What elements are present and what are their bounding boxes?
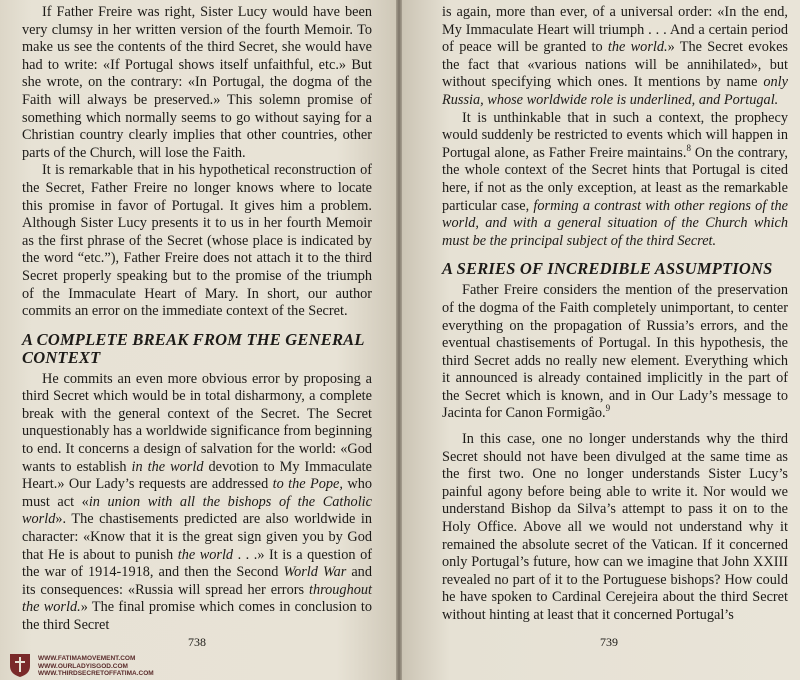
right-paragraph-1: is again, more than ever, of a universal order: «In the end, My Immaculate Heart will triumph . . . And a certain period of peace will be granted to the world.» The Secret evokes the fact that «various nations will be annihilated», but without specifying which ones. It mentions by name only Russia, whose worldwide role is underlined, and Portugal. bbox=[442, 4, 788, 108]
footer-url-1[interactable]: WWW.FATIMAMOVEMENT.COM bbox=[38, 655, 136, 662]
right-paragraph-4: In this case, one no longer understands why the third Secret should not have been divulged at the same time as the first two. One no longer understands Sister Lucy’s painful agony before being able to write it. Nor would we understand Bishop da Silva’s attempt to pass it on to the Holy Office. Above all we would not understand why it remained the absolute secret of the Vatican. If it concerned only Portugal’s future, how can we imagine that John XXIII revealed no part of it to the Portuguese bishops? How could he have spoken to Cardinal Cerejeira about the third Secret without hinting at least that it concerned Portugal’s bbox=[442, 431, 788, 623]
left-paragraph-2: It is remarkable that in his hypothetical reconstruction of the Secret, Father Freire no longer knows where to locate this promise in favor of Portugal. It gives him a problem. Although Sister Lucy presents it to us in her fourth Memoir as the first phrase of the Secret (whose place is indicated by the word “etc.”), Father Freire does not attach it to the third Secret properly speaking but to the promise of the triumph of the Immaculate Heart of Mary. In short, our author commits an error on the immediate context of the Secret. bbox=[22, 162, 372, 320]
footer-url-3[interactable]: WWW.THIRDSECRETOFFATIMA.COM bbox=[38, 670, 154, 678]
left-paragraph-3: He commits an even more obvious error by proposing a third Secret which would be in total disharmony, a complete break with the general context of the Secret. The Secret unquestionably has a worldwide significance from beginning to end. It concerns a design of salvation for the world: «God wants to establish in the world devotion to My Immaculate Heart.» Our Lady’s requests are addressed to the Pope, who must act «in union with all the bishops of the Catholic world». The chastisements predicted are also worldwide in character: «Know that it is the great sign given you by God that He is about to punish the world . . .» It is a question of the war of 1914-1918, and then the Second World War and its consequences: «Russia will spread her errors throughout the world.» The final promise which comes in conclusion to the third Secret bbox=[22, 370, 373, 633]
left-page-number: 738 bbox=[188, 635, 206, 649]
left-page bbox=[0, 0, 396, 680]
right-text-column bbox=[442, 4, 788, 625]
right-page bbox=[402, 0, 800, 680]
left-paragraph-1: If Father Freire was right, Sister Lucy would have been very clumsy in her written version of the fourth Memoir. To make us see the contents of the third Secret, she would have had to write: «If Portugal shows itself unfaithful, etc.» But she wrote, on the contrary: «In Portugal, the dogma of the Faith will always be preserved.» This solemn promise of something which normally seems to go without saying for a Christian country clearly implies that other countries, other parts of the Church, will lose the Faith. bbox=[22, 4, 372, 161]
right-page-number: 739 bbox=[600, 635, 618, 649]
watermark-footer bbox=[0, 650, 260, 680]
footer-url-2[interactable]: WWW.OURLADYISGOD.COM bbox=[38, 662, 128, 670]
footnote-ref-9: 9 bbox=[605, 403, 611, 414]
right-section-heading: A SERIES OF INCREDIBLE ASSUMPTIONS bbox=[442, 259, 773, 279]
left-section-heading: A COMPLETE BREAK FROM THE GENERAL CONTEXT bbox=[22, 329, 365, 367]
left-text-column bbox=[22, 4, 372, 635]
fatima-seal-icon bbox=[8, 652, 32, 678]
right-paragraph-2: It is unthinkable that in such a context, the prophecy would suddenly be restricted to events which will happen in Portugal alone, as Father Freire maintains.$^8$ On the contrary, the whole context of the Secret hints that Portugal is cited here, if not as the only exception, at least as the remarkable particular case, forming a contrast with other regions of the world, and with a general situation of the Church which must be the principal subject of the third Secret. bbox=[442, 109, 788, 249]
footnote-ref-8: 8 bbox=[686, 142, 691, 153]
right-paragraph-3: Father Freire considers the mention of the preservation of the dogma of the Faith completely unimportant, to center everything on the propagation of Russia’s errors, and the eventual chastisements of Portugal. In this hypothesis, the third Secret adds no really new element. Everything which it announced is already contained implicitly in the part of the Secret which is known, and in Our Lady’s message to Jacinta for Canon Formigão.$^9$ bbox=[442, 282, 788, 422]
